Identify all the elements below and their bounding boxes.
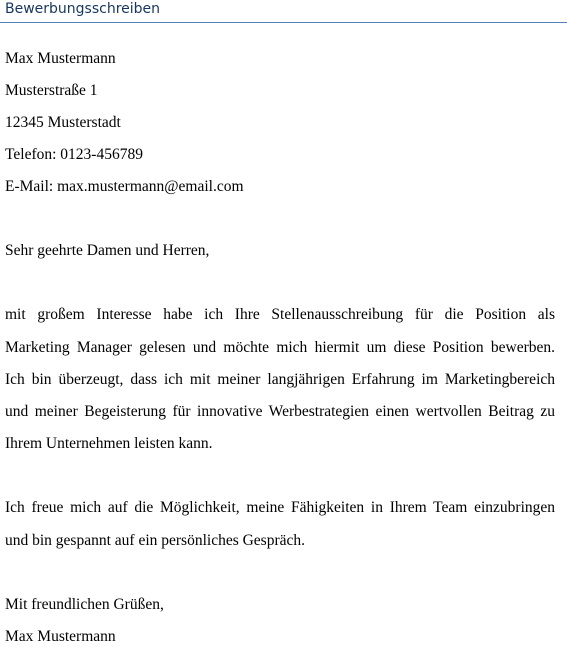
sender-city: 12345 Musterstadt bbox=[5, 114, 121, 131]
sender-email: E-Mail: max.mustermann@email.com bbox=[5, 178, 244, 195]
signature-name: Max Mustermann bbox=[5, 628, 116, 645]
paragraph-line: Ihrem Unternehmen leisten kann. bbox=[5, 435, 213, 452]
document-header bbox=[0, 0, 567, 23]
paragraph-line: Ich bin überzeugt, dass ich mit meiner langjährigen Erfahrung im Marketingbereich bbox=[5, 371, 555, 388]
paragraph-line: und bin gespannt auf ein persönliches Gespräch. bbox=[5, 532, 306, 549]
paragraph-line: und meiner Begeisterung für innovative Werbestrategien einen wertvollen Beitrag zu bbox=[5, 403, 555, 420]
sender-phone: Telefon: 0123-456789 bbox=[5, 146, 143, 163]
paragraph-line: Ich freue mich auf die Möglichkeit, meine Fähigkeiten in Ihrem Team einzubringen bbox=[5, 499, 555, 516]
paragraph-line: mit großem Interesse habe ich Ihre Stellenausschreibung für die Position als bbox=[5, 306, 555, 323]
sender-name: Max Mustermann bbox=[5, 50, 116, 67]
closing-greeting: Mit freundlichen Grüßen, bbox=[5, 596, 164, 613]
document-title: Bewerbungsschreiben bbox=[5, 1, 161, 17]
paragraph-line: Marketing Manager gelesen und möchte mich hiermit um diese Position bewerben. bbox=[5, 339, 555, 356]
salutation: Sehr geehrte Damen und Herren, bbox=[5, 242, 210, 259]
sender-street: Musterstraße 1 bbox=[5, 82, 98, 99]
